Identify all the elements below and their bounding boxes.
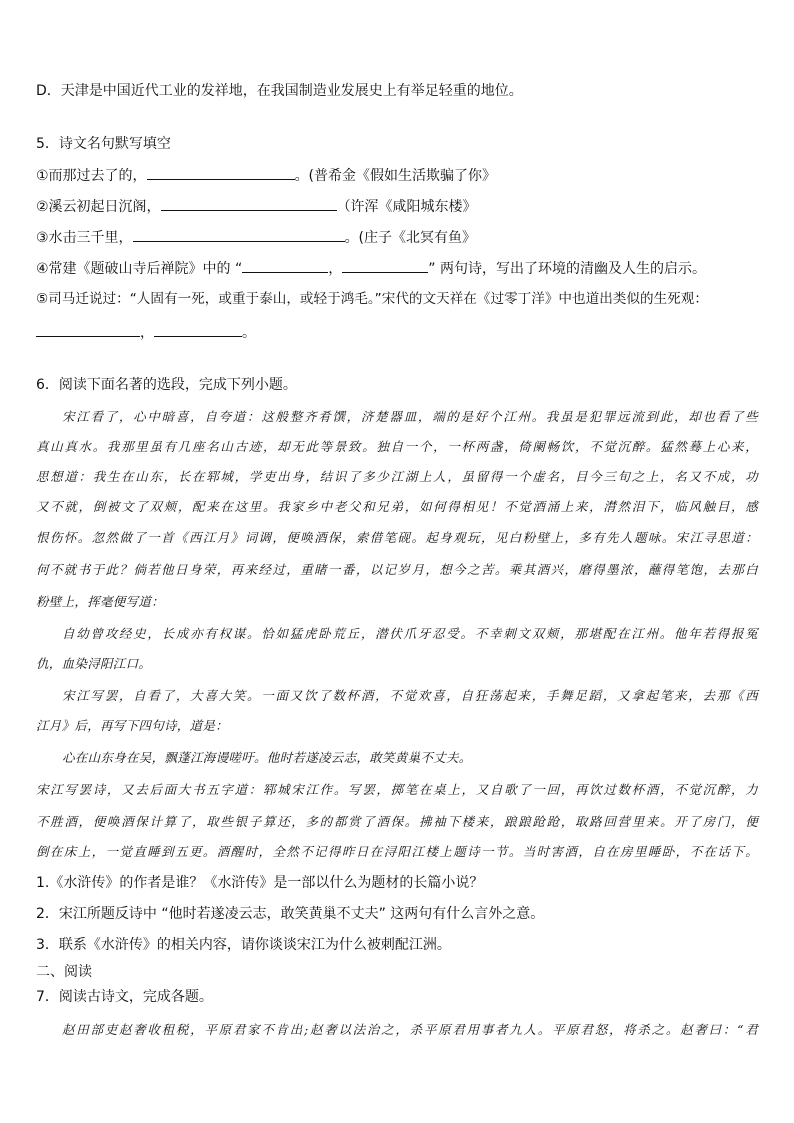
q5-item-5-line1: ⑤司马迁说过：“人固有一死，或重于泰山，或轻于鸿毛。”宋代的文天祥在《过零丁洋》中也道出类似的生死观： [36,291,708,307]
q5-item-2-pre: ②溪云初起日沉阁， [36,199,161,215]
passage-line: 宋江写罢诗，又去后面大书五字道：郓城宋江作。写罢，掷笔在桌上，又自歌了一回，再饮过数杯酒，不觉沉醉，力 [36,782,758,797]
q6-subquestion-3: 3．联系《水浒传》的相关内容，请你谈谈宋江为什么被刺配江洲。 [36,937,451,953]
passage-line: 何不就书于此？倘若他日身荣，再来经过，重睹一番，以记岁月，想今之苦。乘其酒兴，磨得墨浓，蘸得笔饱，去那白 [36,562,758,577]
poem-line: 心在山东身在吴，飘蓬江海谩嗟吁。他时若遂凌云志，敢笑黄巢不丈夫。 [62,750,472,765]
answer-blank[interactable] [133,227,345,242]
q6-subquestion-1: 1.《水浒传》的作者是谁？《水浒传》是一部以什么为题材的长篇小说？ [36,875,484,891]
answer-blank[interactable] [161,196,337,211]
answer-blank[interactable] [342,258,428,273]
q6-title: 6．阅读下面名著的选段，完成下列小题。 [36,377,297,393]
poem-line: 自幼曾攻经史，长成亦有权谋。恰如猛虎卧荒丘，潜伏爪牙忍受。不幸刺文双颊，那堪配在江州。他年若得报冤 [62,626,758,641]
q5-item-1-pre: ①而那过去了的， [36,168,147,184]
q5-item-3 [36,227,758,248]
passage-line: 倒在床上，一觉直睡到五更。酒醒时，全然不记得昨日在浔阳江楼上题诗一节。当时害酒，自在房里睡卧，不在话下。 [36,844,758,859]
q5-item-5-end: 。 [242,325,256,341]
q5-item-2 [36,196,758,217]
passage-line: 又不就，倒被文了双颊，配来在这里。我家乡中老父和兄弟，如何得相见！不觉酒涌上来，潸然泪下，临风触目，感 [36,499,758,514]
q5-item-2-post: （许浑《咸阳城东楼》 [336,199,477,215]
passage-line: 宋江看了，心中暗喜，自夸道：这般整齐肴馔，济楚器皿，端的是好个江州。我虽是犯罪远流到此，却也看了些 [62,409,758,424]
answer-blank[interactable] [154,322,242,337]
option-d: D．天津是中国近代工业的发祥地，在我国制造业发展史上有举足轻重的地位。 [36,83,523,99]
passage-line: 思想道：我生在山东，长在郓城，学吏出身，结识了多少江湖上人，虽留得一个虚名，目今三旬之上，名又不成，功 [36,469,758,484]
q5-item-5-line2 [36,322,758,343]
answer-blank[interactable] [242,258,328,273]
q6-subquestion-2: 2．宋江所题反诗中 “他时若遂凌云志，敢笑黄巢不丈夫” 这两句有什么言外之意。 [36,906,545,922]
q5-item-4-pre: ④常建《题破山寺后禅院》中的 “ [36,261,243,277]
passage-line: 赵田部吏赵奢收租税，平原君家不肯出;赵奢以法治之，杀平原君用事者九人。平原君怒，将杀之。赵奢曰：“君 [62,1022,758,1037]
q5-item-3-pre: ③水击三千里， [36,230,133,246]
q5-item-4 [36,258,758,279]
passage-line: 宋江写罢，自看了，大喜大笑。一面又饮了数杯酒，不觉欢喜，自狂荡起来，手舞足蹈，又拿起笔来，去那《西 [62,688,758,703]
q5-title: 5．诗文名句默写填空 [36,136,171,152]
passage-line: 不胜酒，便唤酒保计算了，取些银子算还，多的都赏了酒保。拂袖下楼来，踉踉跄跄，取路回营里来。开了房门，便 [36,814,758,829]
q5-item-4-mid: ， [328,261,343,277]
q5-item-1 [36,165,758,186]
answer-blank[interactable] [36,322,140,337]
passage-line: 恨伤怀。忽然做了一首《西江月》词调，便唤酒保，索借笔砚。起身观玩，见白粉壁上，多有先人题咏。宋江寻思道： [36,530,758,545]
q5-item-5-sep: ， [140,325,154,341]
q5-item-1-post: 。(普希金《假如生活欺骗了你》 [294,168,497,184]
section-heading: 二、阅读 [36,964,92,980]
q7-title: 7．阅读古诗文，完成各题。 [36,989,213,1005]
q5-item-3-post: 。(庄子《北冥有鱼》 [344,230,477,246]
passage-line: 真山真水。我那里虽有几座名山古迹，却无此等景致。独自一个，一杯两盏，倚阑畅饮，不觉沉醉。猛然蓦上心来， [36,439,758,454]
q5-item-4-post: ” 两句诗，写出了环境的清幽及人生的启示。 [428,261,706,277]
poem-line: 仇，血染浔阳江口。 [36,656,152,671]
passage-line: 粉壁上，挥毫便写道： [36,594,165,609]
passage-line: 江月》后，再写下四句诗，道是： [36,718,229,733]
answer-blank[interactable] [147,165,295,180]
